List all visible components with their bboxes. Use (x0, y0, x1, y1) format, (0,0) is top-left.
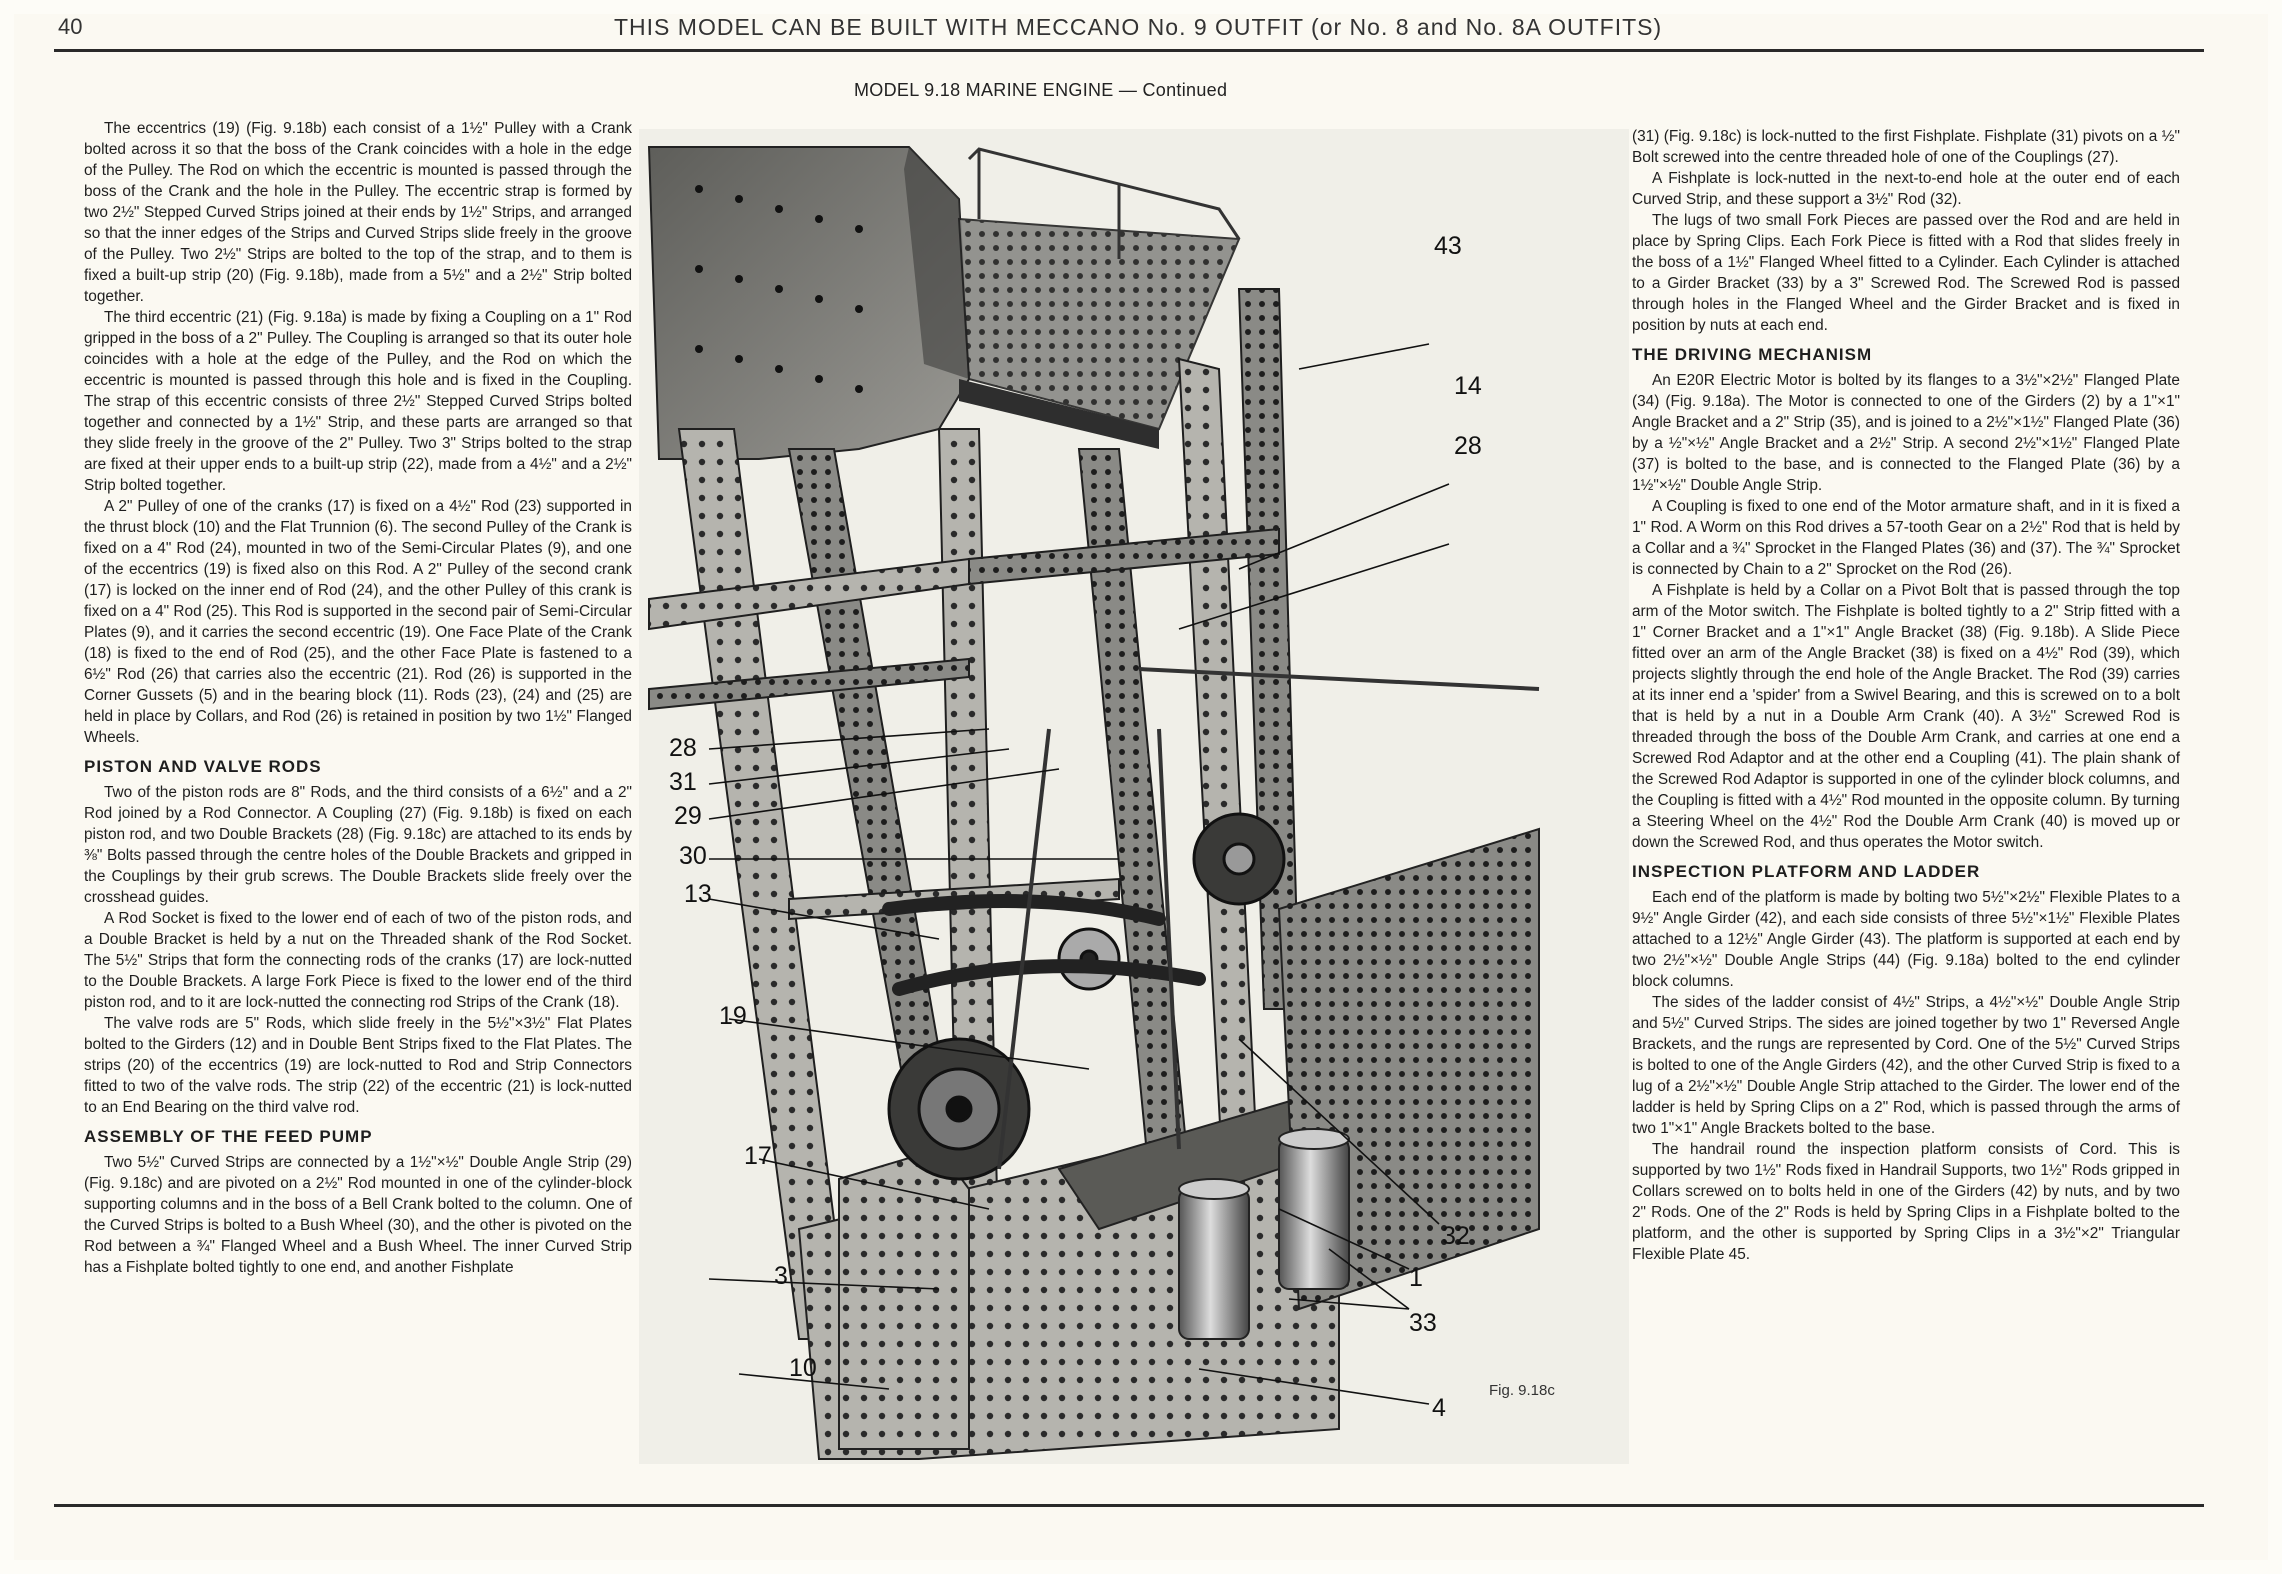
paragraph: Each end of the platform is made by bolting two 5½"×2½" Flexible Plates to a 9½" Angle Girder (42), and each side consists of three 5½"×1½" Flexible Plates attached to a 12½" Angle Girder (43). The platform is supported at each end by two 2½"×½" Double Angle Strips (44) (Fig. 9.18a) bolted to the end cylinder block columns. (1632, 889, 2180, 990)
callout-28-left: 28 (669, 734, 697, 762)
section-heading: THE DRIVING MECHANISM (1632, 345, 1873, 364)
callout-43: 43 (1434, 232, 1462, 260)
page (14, 14, 2268, 1560)
callout-29: 29 (674, 802, 702, 830)
section-heading: INSPECTION PLATFORM AND LADDER (1632, 862, 1981, 881)
callout-28-right: 28 (1454, 432, 1482, 460)
paragraph: A 2" Pulley of one of the cranks (17) is fixed on a 4½" Rod (23) supported in the thrust block (10) and the Flat Trunnion (6). The second Pulley of the Crank is fixed on a 4" Rod (24), mounted in two of the Semi-Circular Plates (9), and one of the eccentrics (19) is fixed also on this Rod. A 2" Pulley of the second crank (17) is locked on the inner end of Rod (24), and the other Pulley of this crank is fixed on a 4" Rod (25). This Rod is supported in the second pair of Semi-Circular Plates (9), and it carries the second eccentric (19). One Face Plate of the Crank (18) is fixed to the end of Rod (25), and the other Face Plate is fastened to a 6½" Rod (26) that carries also the eccentric (21). Rod (26) is supported in the Corner Gussets (5) and in the bearing block (11). Rods (23), (24) and (25) are held in place by Collars, and Rod (26) is retained in position by two 1½" Flanged Wheels. (84, 498, 632, 746)
right-column (1632, 126, 2180, 1265)
left-column (84, 118, 632, 1278)
paragraph: A Fishplate is lock-nutted in the next-to-end hole at the outer end of each Curved Strip, and these support a 3½" Rod (32). (1632, 170, 2180, 208)
callout-3: 3 (774, 1262, 788, 1290)
section-heading: ASSEMBLY OF THE FEED PUMP (84, 1127, 373, 1146)
running-head: THIS MODEL CAN BE BUILT WITH MECCANO No. 9 OUTFIT (or No. 8 and No. 8A OUTFITS) (614, 14, 1663, 40)
paragraph: The eccentrics (19) (Fig. 9.18b) each consist of a 1½" Pulley with a Crank bolted across it so that the boss of the Crank coincides with a hole in the edge of the Pulley. The Rod on which the eccentric is mounted is passed through the boss of the Crank and the hole in the Pulley. The eccentric strap is formed by two 2½" Stepped Curved Strips joined at their ends by 1½" Strips, and arranged so that the inner edges of the Strips and Curved Strips slide freely in the groove of the Pulley. Two 2½" Strips are bolted to the top of the strap, and to them is fixed a built-up strip (20) (Fig. 9.18b), made from a 5½" and a 2½" Strip bolted together. (84, 120, 632, 305)
paragraph: A Fishplate is held by a Collar on a Pivot Bolt that is passed through the top arm of the Motor switch. The Fishplate is bolted tightly to a 2" Strip fitted with a 1" Corner Bracket and a 1"×1" Angle Bracket (38) (Fig. 9.18b). A Slide Piece fitted over an arm of the Angle Bracket (38) is fixed on a 4½" Rod (39), which projects slightly through the end hole of the Angle Bracket. The Rod (39) carries at its inner end a 'spider' from a Swivel Bearing, and this is screwed on to a bolt that is held by a nut in a Double Arm Crank (40). A 3½" Screwed Rod is threaded through the boss of the Double Arm Crank, and carries at one end a Screwed Rod Adaptor and at the other end a Coupling (41). The plain shank of the Screwed Rod Adaptor is supported in one of the cylinder block columns, and the Coupling is fitted with a 4½" Rod mounted in the opposite column. By turning a Steering Wheel on the 4½" Rod the Double Arm Crank (40) is moved up or down the Screwed Rod, and thus operates the Motor switch. (1632, 582, 2180, 851)
paragraph: A Coupling is fixed to one end of the Motor armature shaft, and in it is fixed a 1" Rod. A Worm on this Rod drives a 57-tooth Gear on a 2½" Rod that is held by a Collar and a ¾" Sprocket in the Flanged Plates (36) and (37). The ¾" Sprocket is connected by Chain to a 2" Sprocket on the Rod (26). (1632, 498, 2180, 578)
callout-1: 1 (1409, 1264, 1423, 1292)
paragraph: The third eccentric (21) (Fig. 9.18a) is made by fixing a Coupling on a 1" Rod gripped in the boss of a 2" Pulley. The Coupling is arranged so that its outer hole coincides with a hole at the edge of the Pulley, and the Rod on which the eccentric is mounted is passed through this hole and is fixed in the Coupling. The strap of this eccentric consists of three 2½" Stepped Curved Strips bolted together and connected by a 1½" Strip, and these parts are arranged so that they slide freely in the groove of the 2" Pulley. Two 3" Strips bolted to the strap are fixed at their upper ends to a built-up strip (22), made from a 4½" and a 2½" Strip bolted together. (84, 309, 632, 494)
paragraph: (31) (Fig. 9.18c) is lock-nutted to the first Fishplate. Fishplate (31) pivots on a ½" Bolt screwed into the centre threaded hole of one of the Couplings (27). (1632, 128, 2180, 166)
bottom-rule (54, 1504, 2204, 1507)
callout-14: 14 (1454, 372, 1482, 400)
callout-17: 17 (744, 1142, 772, 1170)
callout-30: 30 (679, 842, 707, 870)
callout-10: 10 (789, 1354, 817, 1382)
callout-33: 33 (1409, 1309, 1437, 1337)
top-rule (54, 49, 2204, 52)
page-number: 40 (58, 14, 83, 39)
callout-13: 13 (684, 880, 712, 908)
paragraph: The valve rods are 5" Rods, which slide freely in the 5½"×3½" Flat Plates bolted to the Girders (12) and in Double Bent Strips fixed to the Flat Plates. The strips (20) of the eccentrics (19) are lock-nutted to Rod and Strip Connectors fitted to two of the valve rods. The strip (22) of the eccentric (21) is lock-nutted to an End Bearing on the third valve rod. (84, 1015, 632, 1116)
callout-32: 32 (1442, 1222, 1470, 1250)
callout-19: 19 (719, 1002, 747, 1030)
figure-caption: Fig. 9.18c (1489, 1382, 1555, 1399)
paragraph: Two of the piston rods are 8" Rods, and the third consists of a 6½" and a 2" Rod joined by a Rod Connector. A Coupling (27) (Fig. 9.18b) is fixed on each piston rod, and two Double Brackets (28) (Fig. 9.18c) are attached to its ends by ⅜" Bolts passed through the centre holes of the Double Brackets and gripped in the Couplings by their grub screws. The Double Brackets slide freely over the crosshead guides. (84, 784, 632, 906)
callout-31: 31 (669, 768, 697, 796)
paragraph: An E20R Electric Motor is bolted by its flanges to a 3½"×2½" Flanged Plate (34) (Fig. 9.18a). The Motor is connected to one of the Girders (2) by a 1"×1" Angle Bracket and a 2" Strip (35), and is joined to a 2½"×1½" Flanged Plate (36) by a ½"×½" Angle Bracket and a 2½" Strip. A second 2½"×1½" Flanged Plate (37) is bolted to the base, and is connected to the Flanged Plate (36) by a 1½"×½" Double Angle Strip. (1632, 372, 2180, 494)
paragraph: The handrail round the inspection platform consists of Cord. This is supported by two 1½" Rods fixed in Handrail Supports, two 1½" Rods gripped in Collars screwed on to bolts held in one of the Girders (42) by nuts, and by two 2" Rods. One of the 2" Rods is held by Spring Clips in a Fishplate bolted to the platform, and the other is supported by Spring Clips in a 3½"×2" Triangular Flexible Plate 45. (1632, 1141, 2180, 1263)
paragraph: A Rod Socket is fixed to the lower end of each of two of the piston rods, and a Double Bracket is held by a nut on the Threaded shank of the Rod Socket. The 5½" Strips that form the connecting rods of the cranks (17) are lock-nutted to the Double Brackets. A large Fork Piece is fixed to the lower end of the third piston rod, and to it are lock-nutted the connecting rod Strips of the Crank (18). (84, 910, 632, 1011)
paragraph: Two 5½" Curved Strips are connected by a 1½"×½" Double Angle Strip (29) (Fig. 9.18c) and are pivoted on a 2½" Rod mounted in one of the cylinder-block supporting columns and in the boss of a Bell Crank bolted to the column. One of the Curved Strips is bolted to a Bush Wheel (30), and the other is pivoted on the Rod between a ¾" Flanged Wheel and a Bush Wheel. The inner Curved Strip has a Fishplate bolted tightly to one end, and another Fishplate (84, 1154, 632, 1276)
paragraph: The sides of the ladder consist of 4½" Strips, a 4½"×½" Double Angle Strip and 5½" Curved Strips. The sides are joined together by two 1" Reversed Angle Brackets, and the rungs are represented by Cord. One of the 5½" Curved Strips is bolted to one of the Angle Girders (42), and the other Curved Strip is fixed to a lug of a 2½"×½" Double Angle Strip attached to the Girder. The lower end of the ladder is held by Spring Clips on a 2" Rod, which is passed through the arms of two 1"×1" Angle Brackets bolted to the base. (1632, 994, 2180, 1137)
callout-4: 4 (1432, 1394, 1446, 1422)
paragraph: The lugs of two small Fork Pieces are passed over the Rod and are held in place by Spring Clips. Each Fork Piece is fitted with a Rod that slides freely in the boss of a 1½" Flanged Wheel fitted to a Cylinder. Each Cylinder is attached to a Girder Bracket (33) by a 3" Screwed Rod. The Screwed Rod is passed through holes in the Flanged Wheel and the Girder Bracket and is fixed in position by nuts at each end. (1632, 212, 2180, 334)
section-heading: PISTON AND VALVE RODS (84, 757, 322, 776)
model-title: MODEL 9.18 MARINE ENGINE — Continued (854, 80, 1228, 100)
